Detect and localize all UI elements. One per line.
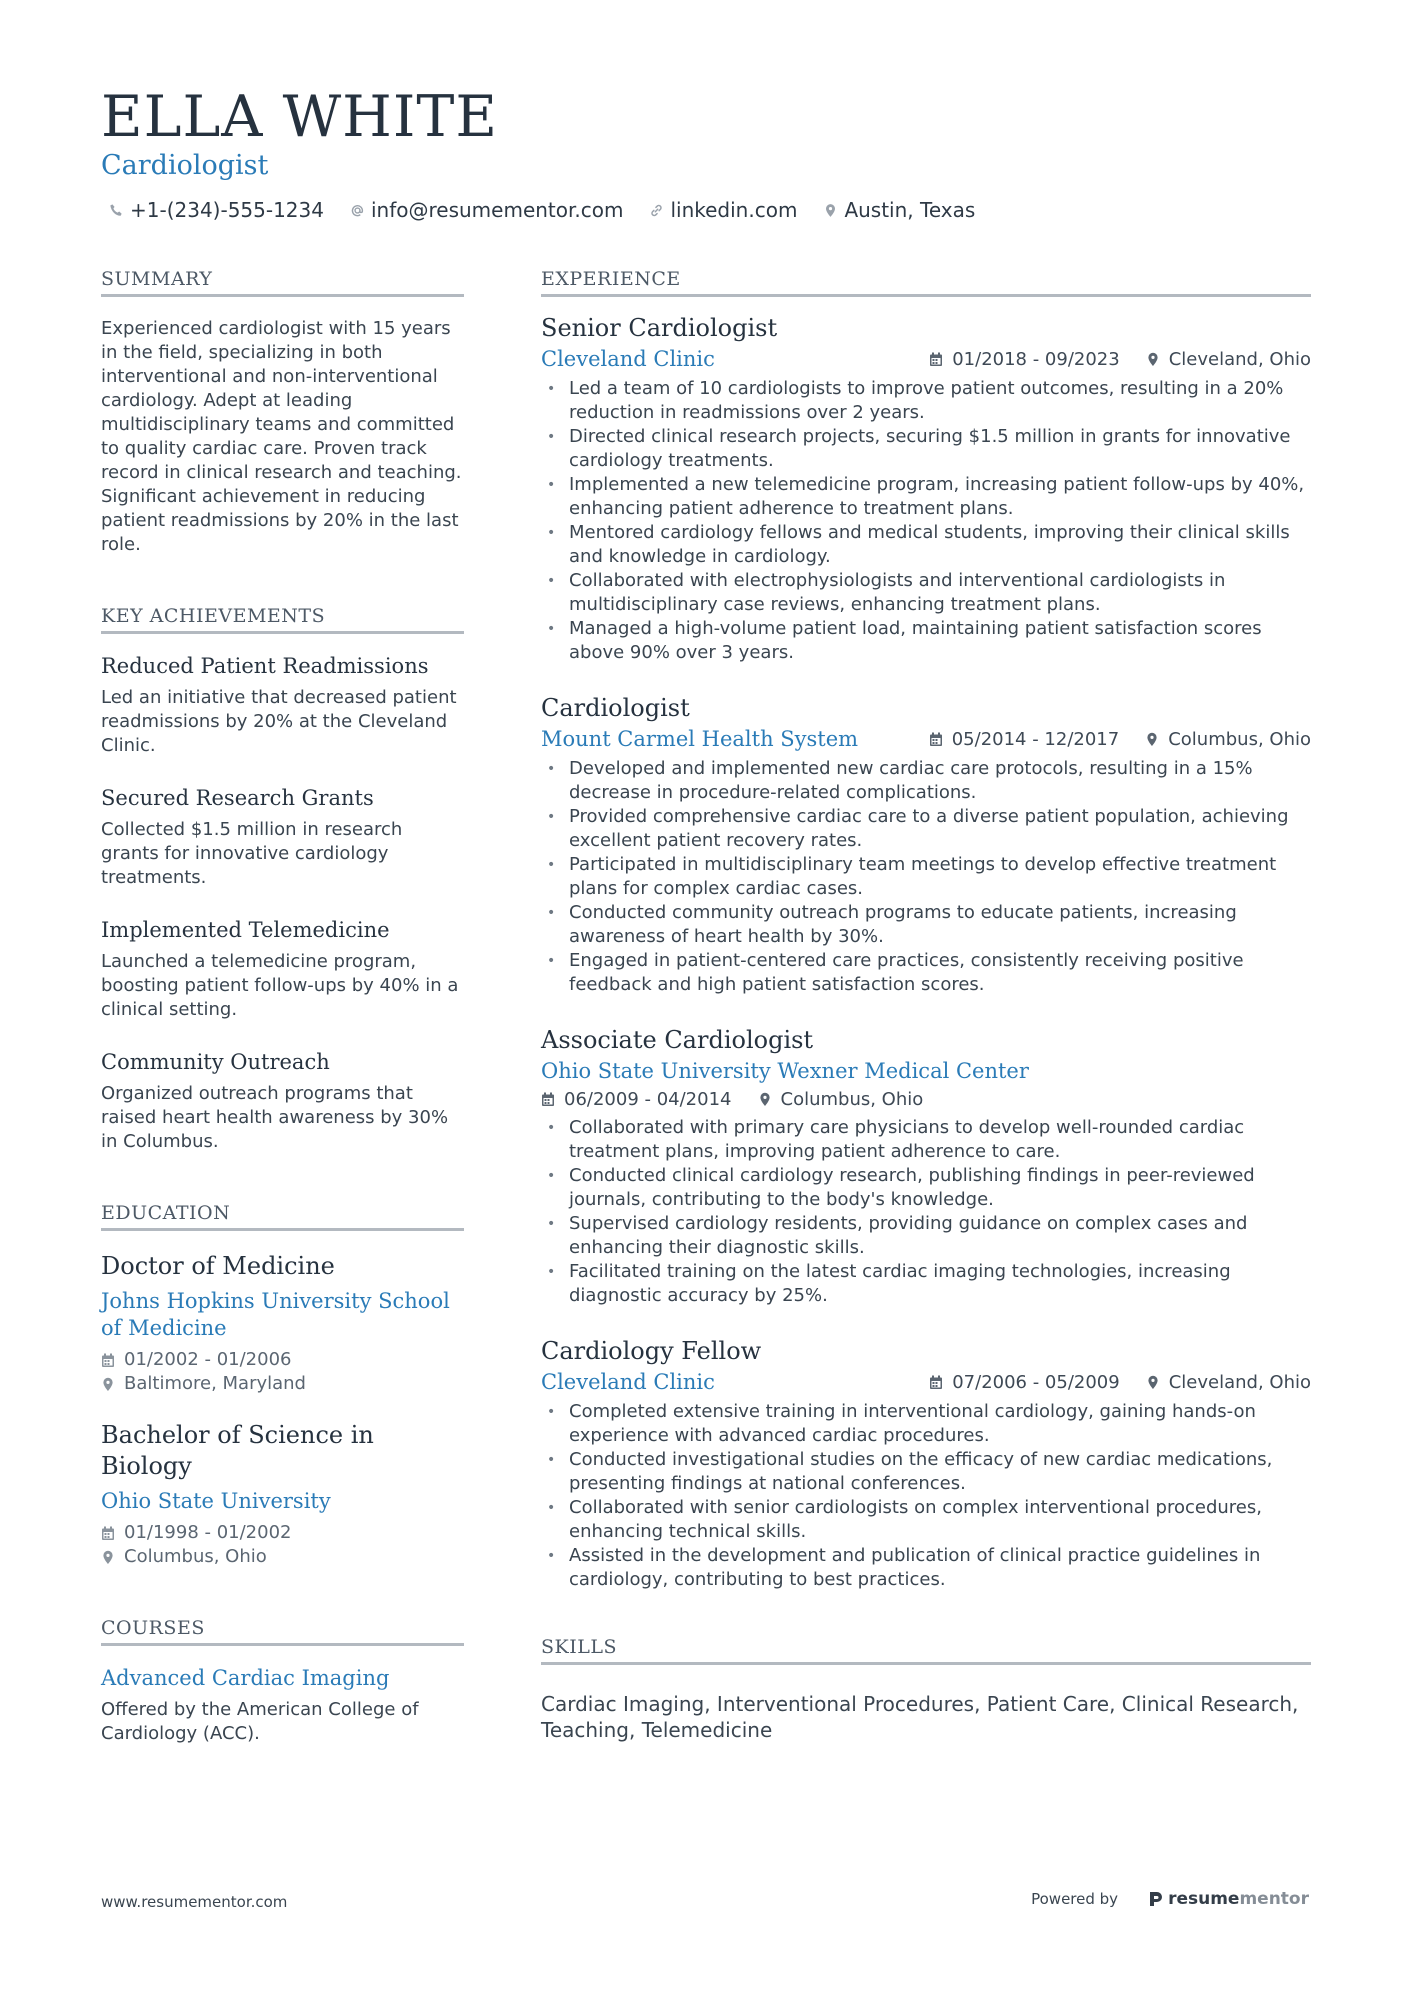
course-item bbox=[101, 1666, 464, 1746]
candidate-title: Cardiologist bbox=[101, 150, 269, 181]
summary-heading: SUMMARY bbox=[101, 268, 464, 297]
calendar-icon bbox=[929, 352, 943, 367]
bullet-item: • Collaborated with electrophysiologists and interventional cardiologists in multidisciplinary case reviews, enhancing treatment plans. bbox=[541, 569, 1311, 617]
job-row bbox=[541, 1059, 1311, 1083]
job-location bbox=[1146, 1372, 1311, 1393]
education-item bbox=[101, 1251, 464, 1396]
job-bullets bbox=[541, 377, 1311, 665]
bullet-item: • Led a team of 10 cardiologists to improve patient outcomes, resulting in a 20% reduction in readmissions over 2 years. bbox=[541, 377, 1311, 425]
achievement-text: Collected $1.5 million in research grants for innovative cardiology treatments. bbox=[101, 819, 403, 888]
achievement-text: Organized outreach programs that raised heart health awareness by 30% in Columbus. bbox=[101, 1083, 449, 1152]
job-dates-text: 07/2006 - 05/2009 bbox=[952, 1371, 1120, 1393]
contact-location bbox=[823, 198, 975, 222]
bullet-item: • Implemented a new telemedicine program, increasing patient follow-ups by 40%, enhancing patient adherence to treatment plans. bbox=[541, 473, 1311, 521]
education-location-text: Baltimore, Maryland bbox=[124, 1373, 306, 1394]
job-dates bbox=[929, 1372, 1120, 1393]
education-location bbox=[101, 1372, 464, 1396]
bullet-item: • Directed clinical research projects, securing $1.5 million in grants for innovative cardiology treatments. bbox=[541, 425, 1311, 473]
calendar-icon bbox=[101, 1526, 115, 1541]
location-icon bbox=[823, 203, 838, 218]
achievement-item bbox=[101, 786, 464, 890]
job-row bbox=[541, 1370, 1311, 1394]
bullet-item: • Completed extensive training in interventional cardiology, gaining hands-on experience with advanced cardiac procedures. bbox=[541, 1400, 1311, 1448]
bullet-item: • Participated in multidisciplinary team meetings to develop effective treatment plans for complex cardiac cases. bbox=[541, 853, 1311, 901]
job-dates bbox=[929, 729, 1120, 750]
location-icon bbox=[758, 1092, 772, 1107]
education-location bbox=[101, 1545, 464, 1569]
company-name: Ohio State University Wexner Medical Center bbox=[541, 1059, 1029, 1083]
brand-name-light: mentor bbox=[1239, 1889, 1309, 1909]
bullet-item: • Conducted community outreach programs to educate patients, increasing awareness of heart health by 30%. bbox=[541, 901, 1311, 949]
company-name: Cleveland Clinic bbox=[541, 347, 715, 371]
at-icon bbox=[350, 203, 365, 218]
bullet-item: • Collaborated with senior cardiologists on complex interventional procedures, enhancing technical skills. bbox=[541, 1496, 1311, 1544]
powered-by-text: Powered by bbox=[1031, 1890, 1119, 1908]
school-name: Johns Hopkins University School of Medicine bbox=[101, 1289, 450, 1340]
achievement-text: Launched a telemedicine program, boosting patient follow-ups by 40% in a clinical setting. bbox=[101, 951, 459, 1020]
brand-logo[interactable] bbox=[1148, 1889, 1309, 1909]
contact-linkedin-text: linkedin.com bbox=[670, 198, 798, 222]
job-title: Senior Cardiologist bbox=[541, 314, 778, 342]
bullet-item: • Developed and implemented new cardiac care protocols, resulting in a 15% decrease in procedure-related complications. bbox=[541, 757, 1311, 805]
job-title: Associate Cardiologist bbox=[541, 1026, 814, 1054]
company-name: Cleveland Clinic bbox=[541, 1370, 715, 1394]
bullet-item: • Conducted investigational studies on the efficacy of new cardiac medications, presenting findings at national conferences. bbox=[541, 1448, 1311, 1496]
achievement-text: Led an initiative that decreased patient readmissions by 20% at the Cleveland Clinic. bbox=[101, 687, 457, 756]
calendar-icon bbox=[929, 1375, 943, 1390]
job-dates-text: 06/2009 - 04/2014 bbox=[564, 1089, 732, 1110]
left-column bbox=[101, 268, 464, 1774]
phone-icon bbox=[109, 203, 124, 218]
location-icon bbox=[101, 1377, 115, 1392]
bullet-item: • Conducted clinical cardiology research, publishing findings in peer-reviewed journals, contributing to the body's knowledge. bbox=[541, 1164, 1311, 1212]
contact-linkedin[interactable] bbox=[649, 198, 797, 222]
achievement-title: Community Outreach bbox=[101, 1050, 330, 1074]
job-entry bbox=[541, 1336, 1311, 1592]
job-entry bbox=[541, 1025, 1311, 1308]
resumementor-logo-icon bbox=[1148, 1890, 1164, 1908]
job-entry bbox=[541, 693, 1311, 997]
summary-text: Experienced cardiologist with 15 years in the field, specializing in both interventional and non-interventional cardiology. Adept at leading multidisciplinary teams and committed to quality cardiac care. Proven track record in clinical research and teaching. Significant achievement in reducing patient readmissions by 20% in the last role. bbox=[101, 318, 462, 555]
footer-website[interactable]: www.resumementor.com bbox=[101, 1893, 288, 1911]
footer-brand bbox=[1031, 1889, 1309, 1909]
school-name: Ohio State University bbox=[101, 1489, 331, 1513]
contact-email-text: info@resumementor.com bbox=[370, 198, 624, 222]
brand-name-dark: resume bbox=[1168, 1889, 1240, 1909]
education-location-text: Columbus, Ohio bbox=[124, 1546, 267, 1567]
contact-phone-text: +1-(234)-555-1234 bbox=[130, 198, 324, 222]
skills-text: Cardiac Imaging, Interventional Procedures, Patient Care, Clinical Research, Teaching, Telemedicine bbox=[541, 1692, 1299, 1742]
calendar-icon bbox=[541, 1092, 555, 1107]
contact-bar bbox=[109, 198, 1001, 222]
skills-heading: SKILLS bbox=[541, 1636, 1311, 1665]
bullet-item: • Collaborated with primary care physicians to develop well-rounded cardiac treatment plans, improving patient adherence to care. bbox=[541, 1116, 1311, 1164]
bullet-item: • Supervised cardiology residents, providing guidance on complex cases and enhancing their diagnostic skills. bbox=[541, 1212, 1311, 1260]
job-title: Cardiologist bbox=[541, 694, 690, 722]
bullet-item: • Managed a high-volume patient load, maintaining patient satisfaction scores above 90% over 3 years. bbox=[541, 617, 1311, 665]
job-title: Cardiology Fellow bbox=[541, 1337, 762, 1365]
bullet-item: • Mentored cardiology fellows and medical students, improving their clinical skills and knowledge in cardiology. bbox=[541, 521, 1311, 569]
achievements-heading: KEY ACHIEVEMENTS bbox=[101, 605, 464, 634]
job-location-text: Cleveland, Ohio bbox=[1168, 1371, 1311, 1393]
courses-heading: COURSES bbox=[101, 1617, 464, 1646]
right-column bbox=[541, 268, 1311, 1743]
job-bullets bbox=[541, 1400, 1311, 1592]
contact-location-text: Austin, Texas bbox=[844, 198, 976, 222]
experience-heading: EXPERIENCE bbox=[541, 268, 1311, 297]
resume-page bbox=[101, 80, 1321, 1960]
job-dates bbox=[541, 1089, 732, 1110]
education-heading: EDUCATION bbox=[101, 1202, 464, 1231]
achievement-title: Secured Research Grants bbox=[101, 786, 374, 810]
job-location-text: Cleveland, Ohio bbox=[1168, 348, 1311, 370]
achievement-title: Reduced Patient Readmissions bbox=[101, 654, 429, 678]
bullet-item: • Engaged in patient-centered care practices, consistently receiving positive feedback and high patient satisfaction scores. bbox=[541, 949, 1311, 997]
job-dates bbox=[929, 349, 1120, 370]
job-bullets bbox=[541, 757, 1311, 997]
course-title: Advanced Cardiac Imaging bbox=[101, 1666, 390, 1690]
achievement-item bbox=[101, 1050, 464, 1154]
job-location bbox=[1146, 349, 1311, 370]
job-location bbox=[1145, 729, 1311, 750]
location-icon bbox=[1146, 352, 1160, 367]
degree-title: Bachelor of Science in Biology bbox=[101, 1421, 374, 1480]
education-dates bbox=[101, 1348, 464, 1372]
course-text: Offered by the American College of Cardiology (ACC). bbox=[101, 1699, 419, 1744]
job-location-text: Columbus, Ohio bbox=[780, 1089, 924, 1110]
job-location-text: Columbus, Ohio bbox=[1168, 728, 1311, 750]
calendar-icon bbox=[929, 732, 943, 747]
bullet-item: • Assisted in the development and publication of clinical practice guidelines in cardiology, contributing to best practices. bbox=[541, 1544, 1311, 1592]
contact-email[interactable] bbox=[350, 198, 623, 222]
education-dates-text: 01/2002 - 01/2006 bbox=[124, 1349, 292, 1370]
job-location bbox=[758, 1089, 924, 1110]
job-entry bbox=[541, 313, 1311, 665]
job-meta bbox=[929, 349, 1311, 370]
link-icon bbox=[649, 203, 664, 218]
location-icon bbox=[101, 1550, 115, 1565]
achievement-item bbox=[101, 654, 464, 758]
company-name: Mount Carmel Health System bbox=[541, 727, 859, 751]
bullet-item: • Provided comprehensive cardiac care to a diverse patient population, achieving excellent patient recovery rates. bbox=[541, 805, 1311, 853]
degree-title: Doctor of Medicine bbox=[101, 1252, 335, 1280]
calendar-icon bbox=[101, 1353, 115, 1368]
job-meta bbox=[541, 1089, 1311, 1110]
job-meta bbox=[929, 729, 1311, 750]
education-dates bbox=[101, 1521, 464, 1545]
education-item bbox=[101, 1420, 464, 1569]
achievement-title: Implemented Telemedicine bbox=[101, 918, 390, 942]
job-row bbox=[541, 347, 1311, 371]
education-dates-text: 01/1998 - 01/2002 bbox=[124, 1522, 292, 1543]
job-dates-text: 05/2014 - 12/2017 bbox=[951, 728, 1120, 750]
location-icon bbox=[1145, 732, 1159, 747]
location-icon bbox=[1146, 1375, 1160, 1390]
bullet-item: • Facilitated training on the latest cardiac imaging technologies, increasing diagnostic accuracy by 25%. bbox=[541, 1260, 1311, 1308]
job-meta bbox=[929, 1372, 1311, 1393]
candidate-name: ELLA WHITE bbox=[101, 84, 499, 150]
job-row bbox=[541, 727, 1311, 751]
contact-phone[interactable] bbox=[109, 198, 324, 222]
job-bullets bbox=[541, 1116, 1311, 1308]
achievement-item bbox=[101, 918, 464, 1022]
job-dates-text: 01/2018 - 09/2023 bbox=[952, 348, 1120, 370]
